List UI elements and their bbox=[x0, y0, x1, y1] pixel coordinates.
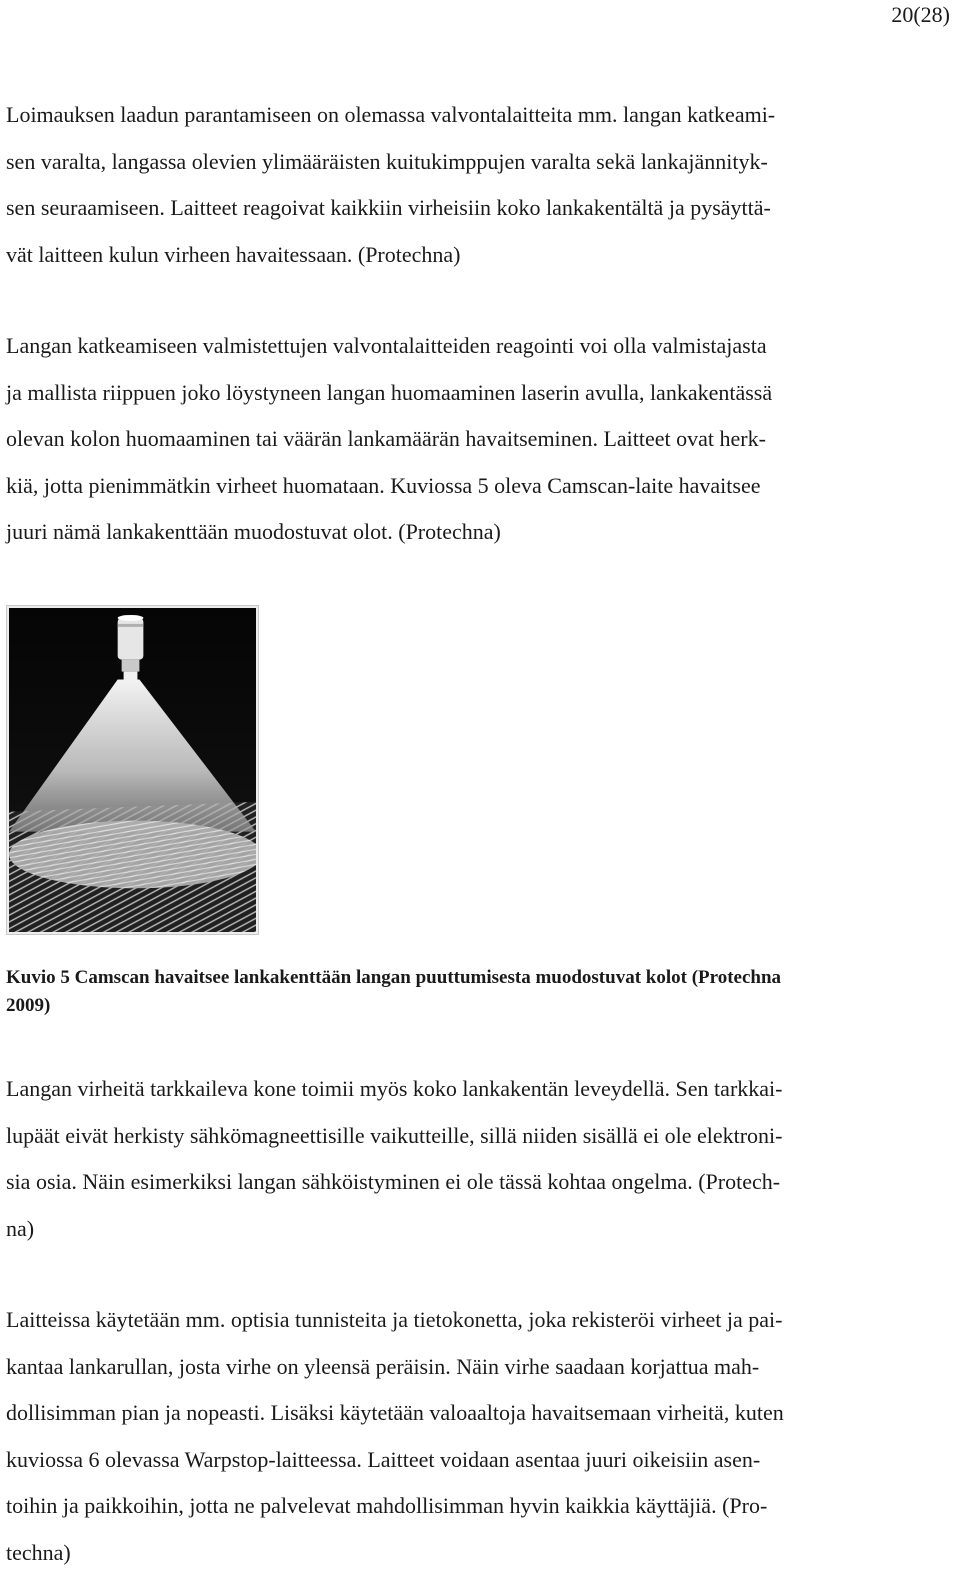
text-line: na) bbox=[6, 1215, 35, 1241]
paragraph-3 bbox=[6, 1066, 950, 1252]
text-line: juuri nämä lankakenttään muodostuvat olot. (Protechna) bbox=[6, 519, 501, 544]
paragraph-1 bbox=[6, 92, 950, 278]
text-line: Langan katkeamiseen valmistettujen valvontalaitteiden reagointi voi olla valmistajasta bbox=[6, 333, 767, 358]
page-number: 20(28) bbox=[891, 2, 950, 27]
caption-line: 2009) bbox=[6, 995, 51, 1016]
text-line: techna) bbox=[6, 1539, 71, 1565]
text-line: sen varalta, langassa olevien ylimääräisten kuitukimppujen varalta sekä lankajännityk- bbox=[6, 148, 768, 174]
paragraph-4 bbox=[6, 1297, 950, 1576]
caption-line: Kuvio 5 Camscan havaitsee lankakenttään langan puuttumisesta muodostuvat kolot (Protechna bbox=[6, 967, 782, 988]
text-line: Langan virheitä tarkkaileva kone toimii myös koko lankakentän leveydellä. Sen tarkkai- bbox=[6, 1076, 783, 1101]
text-line: sen seuraamiseen. Laitteet reagoivat kaikkiin virheisiin koko lankakentältä ja pysäyttä- bbox=[6, 195, 771, 220]
text-line: kiä, jotta pienimmätkin virheet huomataan. Kuviossa 5 oleva Camscan-laite havaitsee bbox=[6, 472, 761, 498]
text-line: Loimauksen laadun parantamiseen on olemassa valvontalaitteita mm. langan katkeami- bbox=[6, 102, 776, 127]
text-line: olevan kolon huomaaminen tai väärän lankamäärän havaitseminen. Laitteet ovat herk- bbox=[6, 426, 766, 451]
text-line: vät laitteen kulun virheen havaitessaan. (Protechna) bbox=[6, 241, 461, 267]
camscan-figure bbox=[6, 605, 259, 935]
text-line: kuviossa 6 olevassa Warpstop-laitteessa. Laitteet voidaan asentaa juuri oikeisiin asen- bbox=[6, 1446, 761, 1472]
text-line: ja mallista riippuen joko löystyneen langan huomaaminen laserin avulla, lankakentässä bbox=[6, 379, 773, 405]
figure-caption bbox=[6, 964, 950, 1020]
text-line: Laitteissa käytetään mm. optisia tunnisteita ja tietokonetta, joka rekisteröi virheet ja pai- bbox=[6, 1307, 783, 1332]
text-line: kantaa lankarullan, josta virhe on yleensä peräisin. Näin virhe saadaan korjattua mah- bbox=[6, 1353, 760, 1379]
paragraph-2 bbox=[6, 323, 950, 556]
text-line: dollisimman pian ja nopeasti. Lisäksi käytetään valoaaltoja havaitsemaan virheitä, kuten bbox=[6, 1400, 784, 1425]
text-line: sia osia. Näin esimerkiksi langan sähköistyminen ei ole tässä kohtaa ongelma. (Protech- bbox=[6, 1169, 781, 1194]
camscan-illustration bbox=[9, 608, 256, 932]
text-line: toihin ja paikkoihin, jotta ne palvelevat mahdollisimman hyvin kaikkia käyttäjiä. (Pro- bbox=[6, 1493, 768, 1518]
text-line: lupäät eivät herkisty sähkömagneettisille vaikutteille, sillä niiden sisällä ei ole elektroni- bbox=[6, 1122, 783, 1148]
